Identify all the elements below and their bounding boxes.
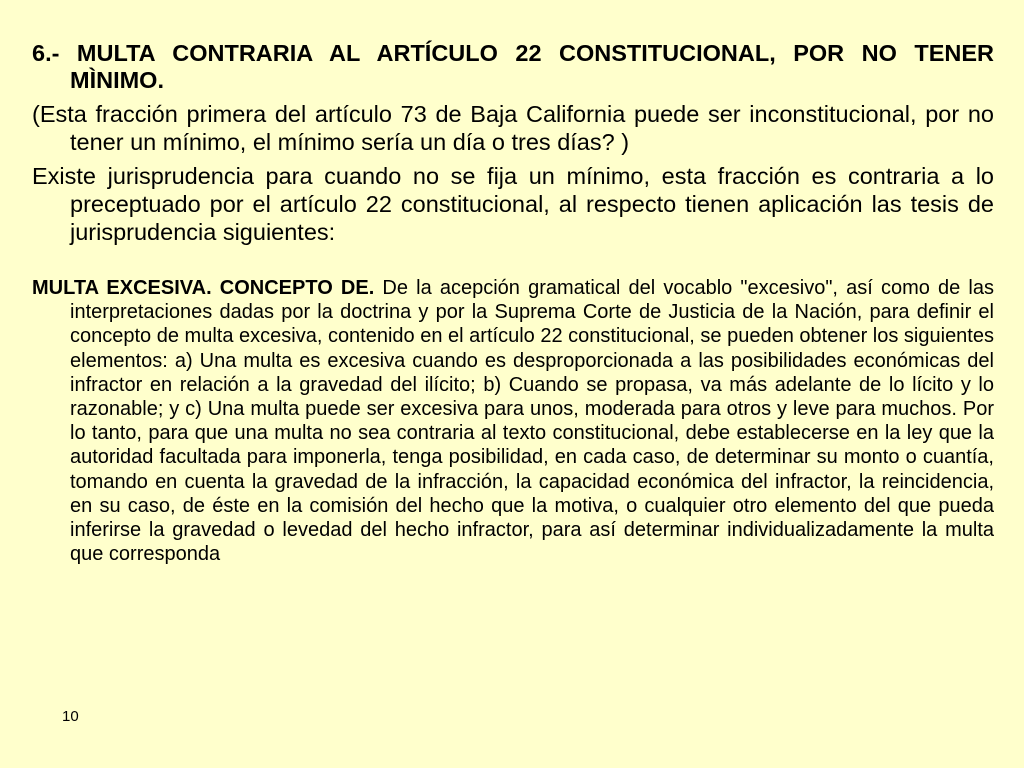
- slide-heading: 6.- MULTA CONTRARIA AL ARTÍCULO 22 CONSTITUCIONAL, POR NO TENER MÌNIMO.: [32, 40, 994, 93]
- thesis-body: De la acepción gramatical del vocablo "excesivo", así como de las interpretaciones dadas por la doctrina y por la Suprema Corte de Justicia de la Nación, para definir el concepto de multa excesiva, contenido en el artículo 22 constitucional, se pueden obtener los siguientes elementos: a) Una multa es excesiva cuando es desproporcionada a las posibilidades económicas del infractor en relación a la gravedad del ilícito; b) Cuando se propasa, va más adelante de lo lícito y lo razonable; y c) Una multa puede ser excesiva para unos, moderada para otros y leve para muchos. Por lo tanto, para que una multa no sea contraria al texto constitucional, debe establecerse en la ley que la autoridad facultada para imponerla, tenga posibilidad, en cada caso, de determinar su monto o cuantía, tomando en cuenta la gravedad de la infracción, la capacidad económica del infractor, la reincidencia, en su caso, de éste en la comisión del hecho que la motiva, o cualquier otro elemento del que pueda inferirse la gravedad o levedad del hecho infractor, para así determinar individualizadamente la multa que corresponda: [70, 277, 994, 566]
- page-number: 10: [62, 708, 79, 725]
- paragraph-question: (Esta fracción primera del artículo 73 de Baja California puede ser inconstitucional, por no tener un mínimo, el mínimo sería un día o tres días? ): [32, 101, 994, 155]
- paragraph-jurisprudence: Existe jurisprudencia para cuando no se fija un mínimo, esta fracción es contraria a lo preceptuado por el artículo 22 constitucional, al respecto tienen aplicación las tesis de jurisprudencia siguientes:: [32, 163, 994, 245]
- slide-content: [32, 40, 994, 566]
- thesis-block: [32, 276, 994, 566]
- thesis-title: MULTA EXCESIVA. CONCEPTO DE.: [32, 277, 375, 299]
